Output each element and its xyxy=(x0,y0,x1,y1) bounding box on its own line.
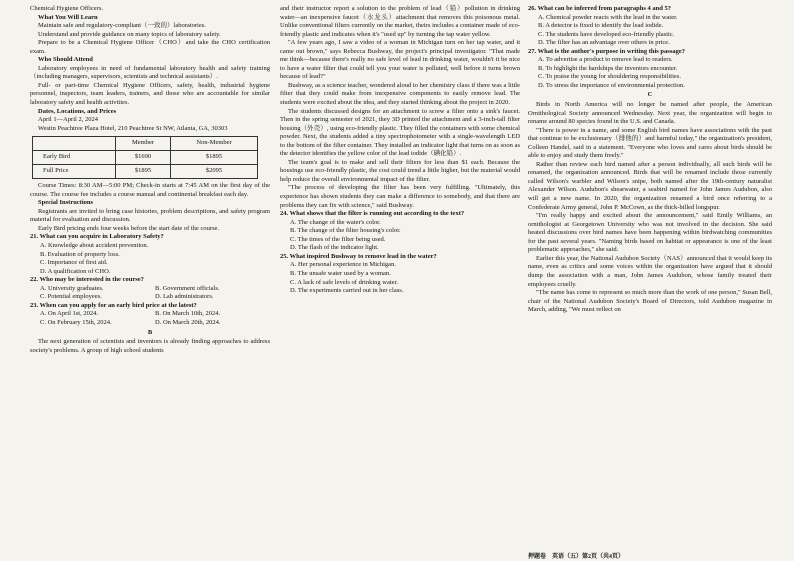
text: The team's goal is to make and sell their filters for less than $1 each. Because the housings use eco-friendly plastic, the cost could trend a little higher, but the material would help reduce the overall environmental impact of the filter. xyxy=(280,158,520,183)
option: B. The unsafe water used by a woman. xyxy=(290,269,391,277)
option: C. To praise the young for shouldering responsibilities. xyxy=(538,73,681,81)
text: Chemical Hygiene Officers. xyxy=(30,5,103,12)
text: The next generation of scientists and inventors is already finding approaches to address society's problems. A group of high school students xyxy=(30,338,270,354)
option: D. On March 20th, 2024. xyxy=(155,318,221,326)
question-22: 22. Who may be interested in the course? xyxy=(30,276,144,284)
table-cell: $1895 xyxy=(116,165,171,179)
text: Birds in North America will no longer be named after people, the American Ornithological Society announced Wednesday. Next year, the organization will begin to rename around 80 species found in the U.S. and Canada. xyxy=(528,101,772,126)
column-3 xyxy=(528,5,772,315)
option: D. The filter has an advantage over others in price. xyxy=(538,39,670,47)
text: Rather than review each bird named after a person individually, all such birds will be renamed, the organization announced. Birds that will be renamed include those currently called Wilson's warbler and Wilson's snipe, both named after the 19th-century naturalist Alexander Wilson. Audubon's shearwater, a seabird named for John James Audubon, also will get a new name. In 2020, the organization renamed a bird once referring to a Confederate Army general, John P. McCown, as the thick-billed longspur. xyxy=(528,160,772,211)
option: A. University graduates. xyxy=(40,284,104,292)
text: Bushway, as a science teacher, wondered aloud to her chemistry class if there was a little filter that they could make from inexpensive components to easily remove lead. The students were excited about the idea, and they started thinking about the project in 2020. xyxy=(280,81,520,107)
option: A. Knowledge about accident prevention. xyxy=(40,242,149,250)
page-footer: 押题卷 英语（五）第2页（共4页） xyxy=(528,554,625,560)
option: B. The change of the filter housing's color. xyxy=(290,227,401,235)
section-c-heading: C xyxy=(647,91,653,99)
column-1 xyxy=(30,5,270,355)
text: Earlier this year, the National Audubon Society（NAS）announced that it would keep its name, even as critics and some voices within the organization have argued that it should dump the association with a man, John James Audubon, whose family treated their employees cruelly. xyxy=(528,254,772,288)
date-line: April 1—April 2, 2024 xyxy=(38,116,98,124)
text: "I'm really happy and excited about the announcement," said Emily Williams, an ornithologist at Georgetown University who was not involved in the decision. She said heated discussions over bird names have been happening within birdwatching communities for the past several years. "Naming birds based on habitat or appearance is one of the least problematic approaches," she said. xyxy=(528,212,772,254)
heading-dates: Dates, Locations, and Prices xyxy=(38,107,117,115)
option: C. The times of the filter being used. xyxy=(290,235,386,243)
table-header: Non-Member xyxy=(171,137,258,151)
text: "The process of developing the filter has been very fulfilling. "Ultimately, this experience has shown students they can make a difference to somebody, and that there are problems they can fix with science," said Bushway. xyxy=(280,184,520,209)
text: Maintain safe and regulatory-compliant（一致的）laboratories. xyxy=(38,22,206,30)
option: D. Lab administrators. xyxy=(155,293,214,301)
option: B. Evaluation of property loss. xyxy=(40,250,120,258)
course-times: Course Times: 8:30 AM—5:00 PM; Check-in starts at 7:45 AM on the first day of the course. The course fee includes a course manual and continental breakfast each day. xyxy=(30,182,270,198)
text: and their instructor report a solution to the problem of lead（铅）pollution in drinking water—an inexpensive faucet（水龙头）attachment that removes this poisonous metal. Unlike conventional filters currently on the market, theirs includes a container made of eco-friendly plastic and indicates when it's "used up" by turning the tap water yellow. xyxy=(280,5,520,38)
heading-attend: Who Should Attend xyxy=(38,56,93,64)
option: C. A lack of safe levels of drinking water. xyxy=(290,278,398,286)
table-header xyxy=(33,137,116,151)
table-cell: $1895 xyxy=(171,151,258,165)
text: "There is power in a name, and some English bird names have associations with the past that continue to be exclusionary（排他的）and harmful today," the organization's president, Colleen Handel, said in a statement. "Everyone who loves and cares about birds should be able to enjoy and study them freely." xyxy=(528,126,772,160)
option: A. On April 1st, 2024. xyxy=(40,310,98,318)
text: Prepare to be a Chemical Hygiene Officer（CHO）and take the CHO certification exam. xyxy=(30,39,270,55)
text: Full- or part-time Chemical Hygiene Officers, safety, health, industrial hygiene personnel, inspectors, team leaders, trainers, and those who are accountable for similar laboratory safety and health activities. xyxy=(30,81,270,107)
question-23: 23. When can you apply for an early bird price at the latest? xyxy=(30,301,197,309)
option: B. To highlight the hardships the inventors encounter. xyxy=(538,64,678,72)
option: C. Importance of first aid. xyxy=(40,259,108,267)
option: C. The students have developed eco-friendly plastic. xyxy=(538,30,675,38)
option: A. Chemical powder reacts with the lead in the water. xyxy=(538,13,678,21)
table-cell: $1690 xyxy=(116,151,171,165)
option: D. The experiments carried out in her class. xyxy=(290,287,404,295)
option-row xyxy=(30,319,270,328)
option: A. The change of the water's color. xyxy=(290,218,381,226)
text: "The name has come to represent so much more than the work of one person," Susan Bell, chair of the National Audubon Society's Board of Directors, told Audubon magazine in March, adding, "We must reflect on xyxy=(528,289,772,314)
price-table xyxy=(32,136,258,179)
option: C. On February 15th, 2024. xyxy=(40,318,112,326)
question-27: 27. What is the author's purpose in writing this passage? xyxy=(528,47,685,55)
text: Understand and provide guidance on many topics of laboratory safety. xyxy=(38,30,221,38)
table-header: Member xyxy=(116,137,171,151)
table-row xyxy=(33,165,258,179)
text: The students discussed designs for an attachment to screw a filter onto a sink's faucet. Then in the spring semester of 2021, they 3D printed the attachment and a 3-inch-tall filter housing（外壳）, using eco-friendly plastic. They filled the containers with some chemical powder. Next, the students added a tiny spectrophotometer with a single-wavelength LED to the bottom of the filter container. They installed an indicator light that turns on as soon as the detector identifies the yellow color of the lead iodide（碘化铅）. xyxy=(280,107,520,158)
text: Laboratory employees in need of fundamental laboratory health and safety training（including managers, supervisors, scientists and technical assistants）. xyxy=(30,64,270,81)
heading-special: Special Instructions xyxy=(38,199,94,207)
table-cell: Full Price xyxy=(33,165,116,179)
option: A. To advertise a product to remove lead to readers. xyxy=(538,56,673,64)
table-cell: Early Bird xyxy=(33,151,116,165)
option: C. Potential employees. xyxy=(40,293,102,301)
question-24: 24. What shows that the filter is running out according to the text? xyxy=(280,210,465,218)
option: D. The flash of the indicator light. xyxy=(290,244,379,252)
text: Registrants are invited to bring case histories, problem descriptions, and safety program material for evaluation and discussion. xyxy=(30,207,270,224)
option-row xyxy=(30,293,270,302)
option-row xyxy=(30,310,270,319)
option: B. Government officials. xyxy=(155,284,220,292)
section-b-heading: B xyxy=(147,328,153,336)
option: B. A detector is fixed to identify the lead iodide. xyxy=(538,22,664,30)
table-row xyxy=(33,151,258,165)
location-line: Westin Peachtree Plaza Hotel, 210 Peachtree St NW, Atlanta, GA, 30303 xyxy=(38,124,228,132)
table-cell: $2095 xyxy=(171,165,258,179)
option: D. To stress the importance of environmental protection. xyxy=(538,81,685,89)
text: "A few years ago, I saw a video of a woman in Michigan turn on her tap water, and it came out brown," says Rebecca Bushway, the project's principal investigator. "That made me think—because there's really no safe level of lead in drinking water, wouldn't it be nice to have a water filter that could tell you your water is polluted, well before it turns brown because of lead?" xyxy=(280,39,520,81)
column-2 xyxy=(280,5,520,296)
option: B. On March 10th, 2024. xyxy=(155,310,221,318)
question-25: 25. What inspired Bushway to remove lead in the water? xyxy=(280,252,437,260)
text: Early Bird pricing ends four weeks before the start date of the course. xyxy=(38,224,220,232)
heading-learn: What You Will Learn xyxy=(38,13,98,21)
table-header-row xyxy=(33,137,258,151)
question-21: 21. What can you acquire in Laboratory Safety? xyxy=(30,233,164,241)
option: D. A qualification of CHO. xyxy=(40,267,111,275)
question-26: 26. What can be inferred from paragraphs 4 and 5? xyxy=(528,5,672,12)
option-row xyxy=(30,285,270,294)
option: A. Her personal experience in Michigan. xyxy=(290,261,396,269)
